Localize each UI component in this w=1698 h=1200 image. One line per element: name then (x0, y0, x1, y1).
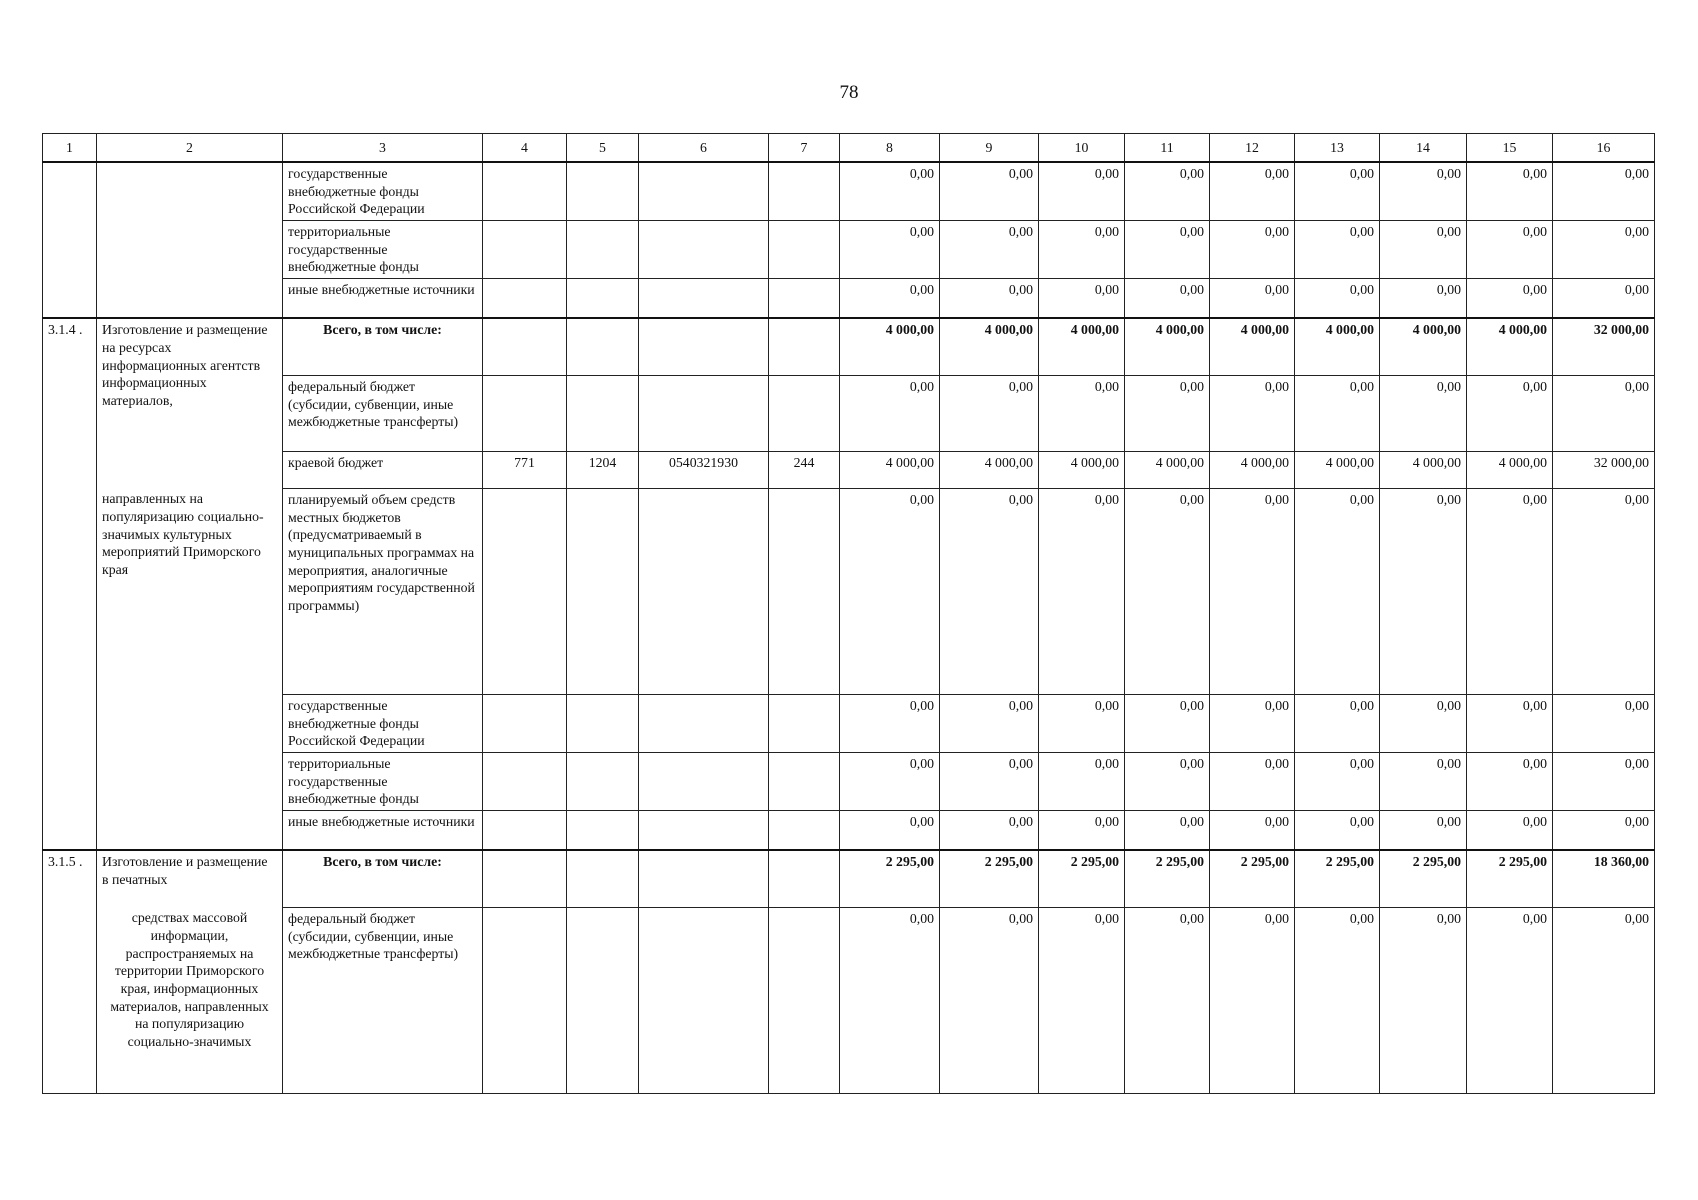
grbs-cell (483, 375, 567, 451)
column-header: 2 (97, 134, 283, 163)
source-cell: федеральный бюджет (субсидии, субвенции, иные межбюджетные трансферты) (283, 907, 483, 1093)
value-cell: 0,00 (1125, 907, 1210, 1093)
vr-cell (769, 278, 840, 318)
csr-cell (639, 810, 769, 850)
value-cell: 0,00 (1295, 220, 1380, 278)
vr-cell (769, 810, 840, 850)
value-cell: 2 295,00 (1380, 850, 1467, 907)
value-cell: 4 000,00 (1039, 318, 1125, 375)
grbs-cell (483, 850, 567, 907)
column-header: 6 (639, 134, 769, 163)
index-cell (43, 488, 97, 850)
total-cell: 0,00 (1553, 162, 1655, 220)
value-cell: 0,00 (1467, 694, 1553, 752)
value-cell: 0,00 (840, 810, 940, 850)
value-cell: 0,00 (1295, 810, 1380, 850)
value-cell: 0,00 (1125, 220, 1210, 278)
total-cell: 0,00 (1553, 907, 1655, 1093)
total-cell: 18 360,00 (1553, 850, 1655, 907)
value-cell: 0,00 (1125, 810, 1210, 850)
value-cell: 4 000,00 (940, 451, 1039, 488)
source-cell: государственные внебюджетные фонды Российской Федерации (283, 694, 483, 752)
source-cell: планируемый объем средств местных бюджетов (предусматриваемый в муниципальных программах на мероприятия, аналогичные мероприятиям государственной программы) (283, 488, 483, 694)
value-cell: 0,00 (1210, 810, 1295, 850)
value-cell: 0,00 (1295, 694, 1380, 752)
column-header: 5 (567, 134, 639, 163)
value-cell: 0,00 (1380, 278, 1467, 318)
item-name: Изготовление и размещение на ресурсах информационных агентств информационных материалов, (97, 318, 283, 488)
total-cell: 32 000,00 (1553, 451, 1655, 488)
item-index: 3.1.4 . (43, 318, 97, 488)
value-cell: 4 000,00 (1210, 318, 1295, 375)
rzpr-cell (567, 318, 639, 375)
value-cell: 4 000,00 (840, 318, 940, 375)
value-cell: 0,00 (1125, 752, 1210, 810)
value-cell: 0,00 (1380, 220, 1467, 278)
csr-cell (639, 850, 769, 907)
value-cell: 4 000,00 (1125, 451, 1210, 488)
grbs-cell (483, 220, 567, 278)
value-cell: 0,00 (840, 694, 940, 752)
value-cell: 0,00 (940, 488, 1039, 694)
value-cell: 0,00 (1295, 752, 1380, 810)
source-cell: Всего, в том числе: (283, 318, 483, 375)
value-cell: 0,00 (1467, 278, 1553, 318)
value-cell: 0,00 (1467, 810, 1553, 850)
rzpr-cell (567, 162, 639, 220)
value-cell: 0,00 (1295, 278, 1380, 318)
grbs-cell (483, 694, 567, 752)
total-cell: 0,00 (1553, 488, 1655, 694)
item-name: Изготовление и размещение в печатных (97, 850, 283, 907)
value-cell: 0,00 (940, 162, 1039, 220)
column-header: 11 (1125, 134, 1210, 163)
value-cell: 0,00 (1467, 907, 1553, 1093)
grbs-cell (483, 810, 567, 850)
item-name-continued: направленных на популяризацию социально-значимых культурных мероприятий Приморского края (97, 488, 283, 850)
value-cell: 4 000,00 (1125, 318, 1210, 375)
value-cell: 0,00 (1467, 375, 1553, 451)
total-cell: 0,00 (1553, 278, 1655, 318)
table-row (43, 451, 1655, 488)
value-cell: 0,00 (1039, 220, 1125, 278)
value-cell: 0,00 (1039, 694, 1125, 752)
csr-cell (639, 318, 769, 375)
source-cell: Всего, в том числе: (283, 850, 483, 907)
csr-cell (639, 375, 769, 451)
value-cell: 0,00 (840, 907, 940, 1093)
value-cell: 4 000,00 (1467, 451, 1553, 488)
value-cell: 0,00 (1380, 488, 1467, 694)
value-cell: 0,00 (840, 752, 940, 810)
table-row (43, 318, 1655, 375)
value-cell: 0,00 (1039, 907, 1125, 1093)
total-cell: 0,00 (1553, 694, 1655, 752)
value-cell: 0,00 (1039, 810, 1125, 850)
value-cell: 2 295,00 (1125, 850, 1210, 907)
column-header: 14 (1380, 134, 1467, 163)
vr-cell (769, 850, 840, 907)
value-cell: 0,00 (1210, 752, 1295, 810)
value-cell: 4 000,00 (940, 318, 1039, 375)
vr-cell (769, 375, 840, 451)
item-name-continued: средствах массовой информации, распространяемых на территории Приморского края, информационных материалов, направленных на популяризацию социально-значимых (97, 907, 283, 1093)
table-row (43, 278, 1655, 318)
column-header: 15 (1467, 134, 1553, 163)
value-cell: 0,00 (1467, 220, 1553, 278)
total-cell: 32 000,00 (1553, 318, 1655, 375)
value-cell: 0,00 (1295, 488, 1380, 694)
total-cell: 0,00 (1553, 220, 1655, 278)
value-cell: 0,00 (1467, 752, 1553, 810)
value-cell: 0,00 (940, 278, 1039, 318)
vr-cell (769, 752, 840, 810)
value-cell: 0,00 (840, 375, 940, 451)
column-number-header-row (43, 134, 1655, 163)
value-cell: 0,00 (1125, 162, 1210, 220)
name-cell (97, 162, 283, 318)
value-cell: 0,00 (1295, 375, 1380, 451)
value-cell: 0,00 (1380, 752, 1467, 810)
value-cell: 4 000,00 (1210, 451, 1295, 488)
value-cell: 0,00 (840, 278, 940, 318)
csr-cell (639, 278, 769, 318)
vr-cell (769, 162, 840, 220)
value-cell: 0,00 (1125, 375, 1210, 451)
csr-cell (639, 907, 769, 1093)
value-cell: 0,00 (1039, 752, 1125, 810)
value-cell: 4 000,00 (1467, 318, 1553, 375)
table-row (43, 694, 1655, 752)
source-cell: территориальные государственные внебюджетные фонды (283, 752, 483, 810)
value-cell: 0,00 (1125, 694, 1210, 752)
vr-cell (769, 220, 840, 278)
column-header: 4 (483, 134, 567, 163)
column-header: 8 (840, 134, 940, 163)
rzpr-cell (567, 694, 639, 752)
value-cell: 2 295,00 (1295, 850, 1380, 907)
vr-cell (769, 318, 840, 375)
table-row (43, 488, 1655, 694)
rzpr-cell (567, 375, 639, 451)
source-cell: федеральный бюджет (субсидии, субвенции, иные межбюджетные трансферты) (283, 375, 483, 451)
budget-table (42, 133, 1655, 1094)
value-cell: 0,00 (1125, 278, 1210, 318)
item-index: 3.1.5 . (43, 850, 97, 1093)
table-row (43, 907, 1655, 1093)
rzpr-cell (567, 220, 639, 278)
rzpr-cell (567, 752, 639, 810)
value-cell: 0,00 (840, 488, 940, 694)
column-header: 9 (940, 134, 1039, 163)
value-cell: 0,00 (1295, 162, 1380, 220)
grbs-cell (483, 278, 567, 318)
grbs-cell (483, 162, 567, 220)
index-cell (43, 162, 97, 318)
value-cell: 4 000,00 (1380, 318, 1467, 375)
total-cell: 0,00 (1553, 752, 1655, 810)
value-cell: 0,00 (940, 907, 1039, 1093)
value-cell: 4 000,00 (1039, 451, 1125, 488)
csr-cell (639, 752, 769, 810)
value-cell: 0,00 (1039, 278, 1125, 318)
csr-cell (639, 488, 769, 694)
column-header: 16 (1553, 134, 1655, 163)
table-row (43, 375, 1655, 451)
grbs-cell (483, 488, 567, 694)
value-cell: 0,00 (1380, 375, 1467, 451)
value-cell: 0,00 (1210, 162, 1295, 220)
value-cell: 2 295,00 (840, 850, 940, 907)
vr-cell (769, 694, 840, 752)
vr-cell: 244 (769, 451, 840, 488)
table-row (43, 162, 1655, 220)
total-cell: 0,00 (1553, 375, 1655, 451)
csr-cell (639, 162, 769, 220)
column-header: 12 (1210, 134, 1295, 163)
value-cell: 0,00 (1467, 488, 1553, 694)
value-cell: 0,00 (1467, 162, 1553, 220)
value-cell: 0,00 (1039, 162, 1125, 220)
grbs-cell (483, 907, 567, 1093)
value-cell: 0,00 (1380, 907, 1467, 1093)
value-cell: 0,00 (1210, 488, 1295, 694)
column-header: 7 (769, 134, 840, 163)
value-cell: 0,00 (840, 220, 940, 278)
value-cell: 0,00 (1380, 810, 1467, 850)
column-header: 1 (43, 134, 97, 163)
value-cell: 0,00 (1210, 278, 1295, 318)
source-cell: краевой бюджет (283, 451, 483, 488)
column-header: 13 (1295, 134, 1380, 163)
value-cell: 0,00 (1210, 220, 1295, 278)
page-number: 78 (839, 82, 859, 103)
value-cell: 0,00 (940, 694, 1039, 752)
value-cell: 0,00 (1210, 694, 1295, 752)
total-cell: 0,00 (1553, 810, 1655, 850)
value-cell: 0,00 (1210, 907, 1295, 1093)
value-cell: 0,00 (1039, 488, 1125, 694)
source-cell: государственные внебюджетные фонды Российской Федерации (283, 162, 483, 220)
value-cell: 0,00 (940, 375, 1039, 451)
value-cell: 0,00 (940, 810, 1039, 850)
value-cell: 4 000,00 (1295, 451, 1380, 488)
value-cell: 2 295,00 (940, 850, 1039, 907)
csr-cell: 0540321930 (639, 451, 769, 488)
rzpr-cell: 1204 (567, 451, 639, 488)
value-cell: 0,00 (940, 220, 1039, 278)
column-header: 10 (1039, 134, 1125, 163)
table-row (43, 810, 1655, 850)
table-row (43, 752, 1655, 810)
value-cell: 4 000,00 (840, 451, 940, 488)
value-cell: 4 000,00 (1380, 451, 1467, 488)
source-cell: иные внебюджетные источники (283, 810, 483, 850)
source-cell: территориальные государственные внебюджетные фонды (283, 220, 483, 278)
source-cell: иные внебюджетные источники (283, 278, 483, 318)
rzpr-cell (567, 488, 639, 694)
rzpr-cell (567, 278, 639, 318)
table-row (43, 220, 1655, 278)
value-cell: 0,00 (1380, 162, 1467, 220)
table-row (43, 850, 1655, 907)
value-cell: 2 295,00 (1467, 850, 1553, 907)
value-cell: 0,00 (940, 752, 1039, 810)
vr-cell (769, 907, 840, 1093)
value-cell: 0,00 (1380, 694, 1467, 752)
grbs-cell: 771 (483, 451, 567, 488)
rzpr-cell (567, 907, 639, 1093)
rzpr-cell (567, 850, 639, 907)
vr-cell (769, 488, 840, 694)
grbs-cell (483, 318, 567, 375)
value-cell: 0,00 (1125, 488, 1210, 694)
grbs-cell (483, 752, 567, 810)
value-cell: 4 000,00 (1295, 318, 1380, 375)
value-cell: 2 295,00 (1210, 850, 1295, 907)
value-cell: 0,00 (1210, 375, 1295, 451)
value-cell: 2 295,00 (1039, 850, 1125, 907)
csr-cell (639, 220, 769, 278)
rzpr-cell (567, 810, 639, 850)
value-cell: 0,00 (1295, 907, 1380, 1093)
csr-cell (639, 694, 769, 752)
column-header: 3 (283, 134, 483, 163)
value-cell: 0,00 (1039, 375, 1125, 451)
value-cell: 0,00 (840, 162, 940, 220)
